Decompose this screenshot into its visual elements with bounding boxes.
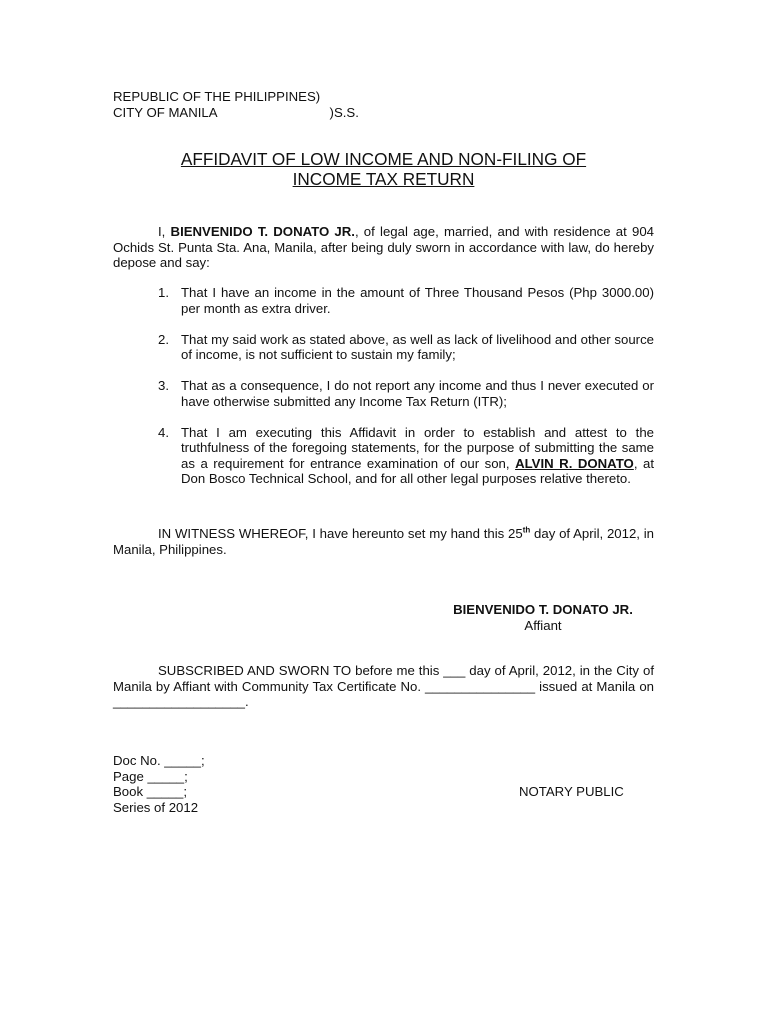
- item-text: That as a consequence, I do not report any income and thus I never executed or have otherwise submitted any Income Tax Return (ITR);: [181, 378, 654, 409]
- witness-text-before: IN WITNESS WHEREOF, I have hereunto set my hand this 25: [158, 526, 523, 541]
- signatory-role: Affiant: [524, 617, 562, 633]
- witness-superscript: th: [522, 525, 531, 535]
- venue-republic: REPUBLIC OF THE PHILIPPINES): [113, 89, 321, 104]
- item-number: 3.: [158, 378, 169, 393]
- affiant-name: BIENVENIDO T. DONATO JR.: [170, 224, 355, 239]
- signatory-name: BIENVENIDO T. DONATO JR.: [453, 602, 633, 617]
- doc-info-block: [113, 753, 313, 815]
- venue-ss: )S.S.: [329, 104, 359, 120]
- item-text: That my said work as stated above, as well as lack of livelihood and other source of income, is not sufficient to sustain my family;: [181, 331, 654, 362]
- jurat-paragraph: SUBSCRIBED AND SWORN TO before me this ___ day of April, 2012, in the City of Manila by Affiant with Community Tax Certificate No. _______________ issued at Manila on __________________.: [113, 663, 654, 709]
- title-line-1: AFFIDAVIT OF LOW INCOME AND NON-FILING OF: [180, 149, 587, 169]
- venue-city-label: CITY OF MANILA: [113, 104, 218, 120]
- doc-number: Doc No. _____;: [113, 753, 205, 768]
- list-item: [113, 378, 654, 409]
- statement-list: [113, 285, 654, 502]
- item-number: 4.: [158, 424, 169, 440]
- page-number: Page _____;: [113, 768, 188, 784]
- witness-paragraph: [113, 526, 654, 557]
- item-number: 1.: [158, 285, 169, 300]
- intro-paragraph: [113, 224, 654, 271]
- venue-block: [113, 89, 433, 120]
- series-year: Series of 2012: [113, 799, 199, 815]
- title-line-2: INCOME TAX RETURN: [292, 168, 475, 189]
- venue-city: [113, 105, 433, 121]
- item-text-before: That I am executing this Affidavit in order to establish and attest to the truthfulness of the foregoing statements, for the purpose of submitting the same as a requirement for entrance examination of our son,: [181, 424, 654, 471]
- item-number: 2.: [158, 331, 169, 347]
- item-text: That I have an income in the amount of Three Thousand Pesos (Php 3000.00) per month as extra driver.: [181, 285, 654, 316]
- item-text-after: , at Don Bosco Technical School, and for all other legal purposes relative thereto.: [181, 455, 654, 486]
- signature-block: [400, 602, 686, 633]
- intro-prefix: I,: [158, 224, 171, 239]
- witness-text-after: day of April, 2012, in Manila, Philippines.: [113, 526, 654, 557]
- intro-text: , of legal age, married, and with residence at 904 Ochids St. Punta Sta. Ana, Manila, after being duly sworn in accordance with law, do hereby depose and say:: [113, 224, 654, 270]
- book-number: Book _____;: [113, 784, 188, 799]
- list-item: [113, 285, 654, 316]
- notary-public-label: NOTARY PUBLIC: [519, 784, 624, 799]
- list-item: [113, 425, 654, 487]
- document-title: [113, 150, 654, 189]
- son-name: ALVIN R. DONATO: [515, 455, 634, 471]
- list-item: [113, 332, 654, 363]
